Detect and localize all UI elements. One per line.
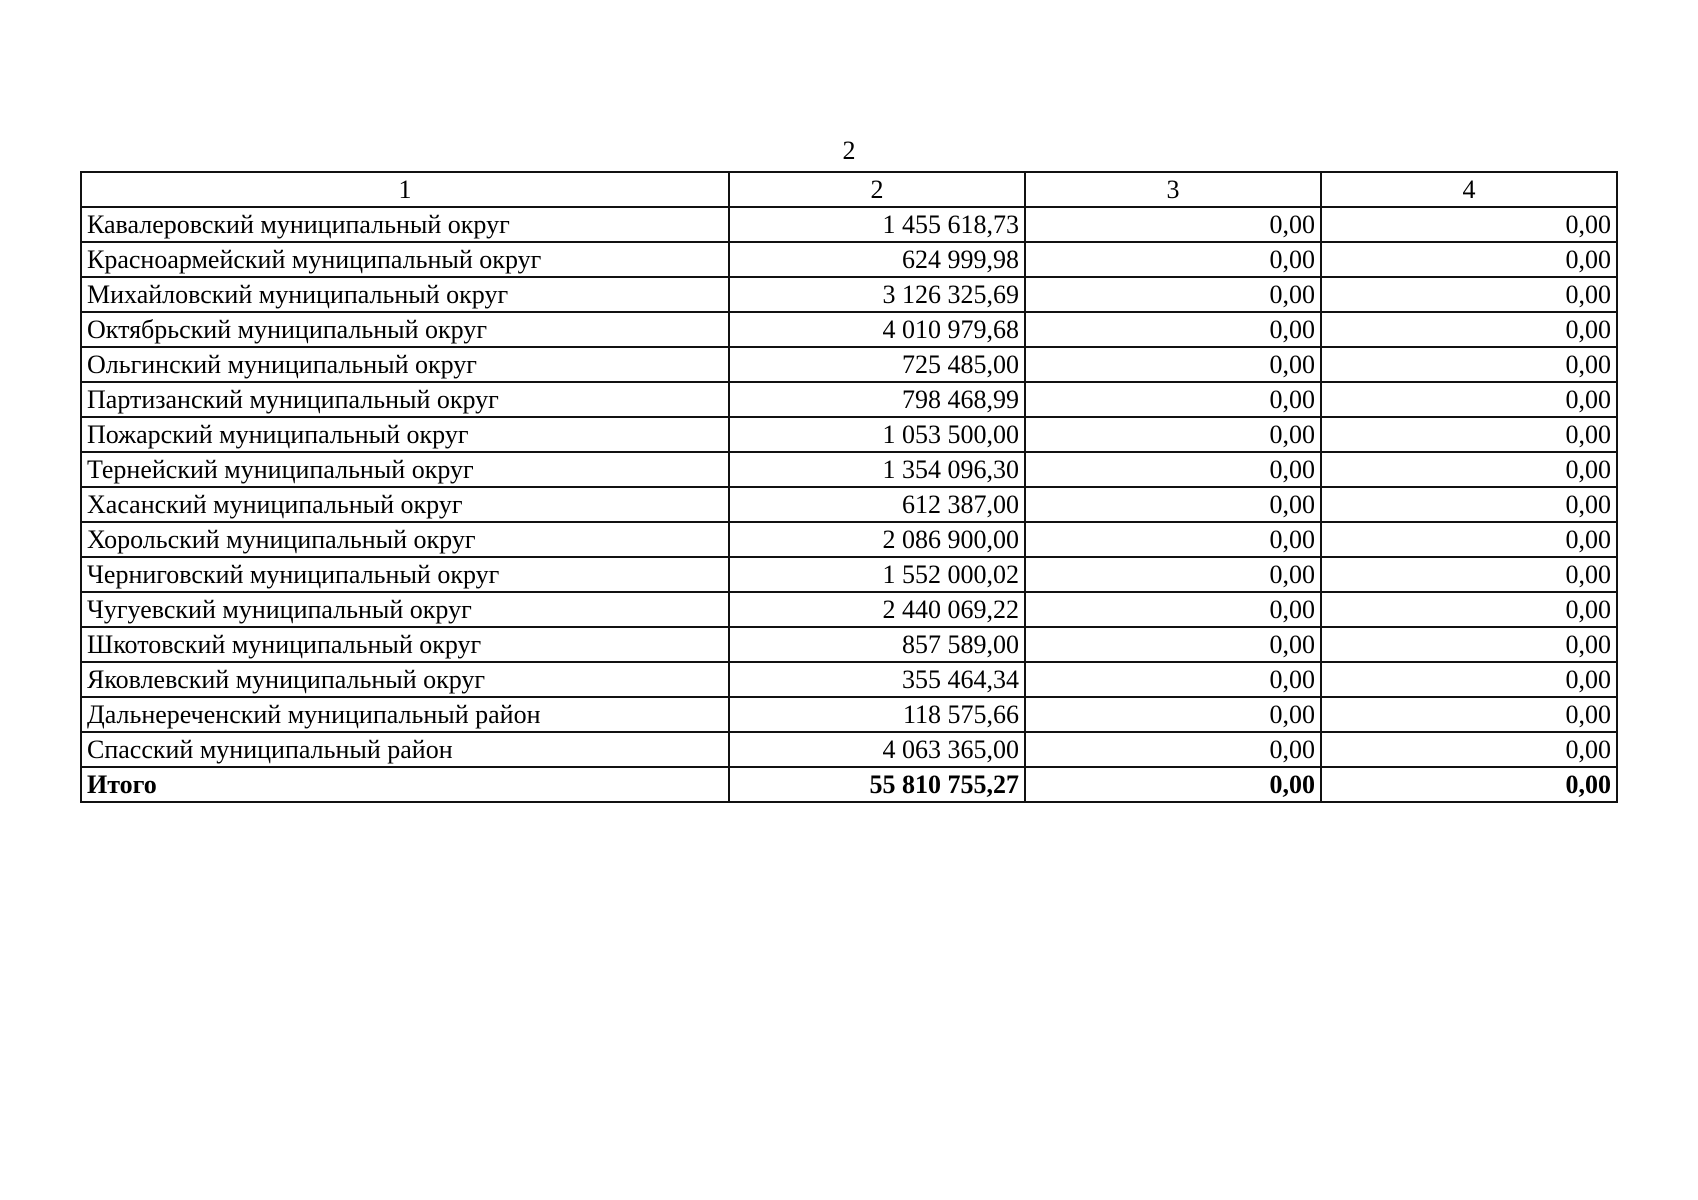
municipality-name-cell: Тернейский муниципальный округ [81,452,729,487]
municipality-name-cell: Спасский муниципальный район [81,732,729,767]
amount-cell: 0,00 [1025,452,1321,487]
amount-cell: 0,00 [1025,557,1321,592]
amount-cell: 0,00 [1321,312,1617,347]
amount-cell: 624 999,98 [729,242,1025,277]
amount-cell: 4 063 365,00 [729,732,1025,767]
amount-cell: 0,00 [1025,662,1321,697]
table-row [81,312,1617,347]
table-row [81,697,1617,732]
amount-cell: 1 053 500,00 [729,417,1025,452]
amount-cell: 0,00 [1321,207,1617,242]
amount-cell: 0,00 [1321,557,1617,592]
municipality-name-cell: Черниговский муниципальный округ [81,557,729,592]
amount-cell: 1 354 096,30 [729,452,1025,487]
amount-cell: 4 010 979,68 [729,312,1025,347]
column-header: 2 [729,172,1025,207]
amount-cell: 0,00 [1321,627,1617,662]
amount-cell: 0,00 [1025,417,1321,452]
municipality-name-cell: Октябрьский муниципальный округ [81,312,729,347]
table-row [81,487,1617,522]
table-row [81,452,1617,487]
municipality-name-cell: Красноармейский муниципальный округ [81,242,729,277]
amount-cell: 2 440 069,22 [729,592,1025,627]
data-table [80,171,1618,803]
table-row [81,627,1617,662]
amount-cell: 0,00 [1025,732,1321,767]
amount-cell: 0,00 [1025,312,1321,347]
amount-cell: 0,00 [1025,522,1321,557]
amount-cell: 0,00 [1321,277,1617,312]
amount-cell: 725 485,00 [729,347,1025,382]
municipality-name-cell: Ольгинский муниципальный округ [81,347,729,382]
amount-cell: 0,00 [1025,487,1321,522]
amount-cell: 0,00 [1321,242,1617,277]
amount-cell: 0,00 [1025,697,1321,732]
amount-cell: 0,00 [1321,662,1617,697]
total-row [81,767,1617,802]
amount-cell: 0,00 [1025,382,1321,417]
municipality-name-cell: Шкотовский муниципальный округ [81,627,729,662]
amount-cell: 0,00 [1025,277,1321,312]
amount-cell: 0,00 [1321,697,1617,732]
amount-cell: 355 464,34 [729,662,1025,697]
amount-cell: 0,00 [1321,487,1617,522]
municipality-name-cell: Хасанский муниципальный округ [81,487,729,522]
amount-cell: 3 126 325,69 [729,277,1025,312]
table-row [81,732,1617,767]
table-row [81,522,1617,557]
header-row [81,172,1617,207]
amount-cell: 1 455 618,73 [729,207,1025,242]
page-number: 2 [842,136,856,165]
amount-cell: 0,00 [1321,732,1617,767]
total-label: Итого [81,767,729,802]
amount-cell: 0,00 [1321,452,1617,487]
amount-cell: 0,00 [1025,627,1321,662]
municipality-name-cell: Чугуевский муниципальный округ [81,592,729,627]
amount-cell: 857 589,00 [729,627,1025,662]
amount-cell: 0,00 [1025,592,1321,627]
amount-cell: 0,00 [1025,347,1321,382]
table-row [81,277,1617,312]
total-amount-cell: 0,00 [1321,767,1617,802]
total-amount-cell: 55 810 755,27 [729,767,1025,802]
total-amount-cell: 0,00 [1025,767,1321,802]
amount-cell: 0,00 [1321,347,1617,382]
municipality-name-cell: Яковлевский муниципальный округ [81,662,729,697]
municipality-name-cell: Пожарский муниципальный округ [81,417,729,452]
amount-cell: 2 086 900,00 [729,522,1025,557]
table-row [81,382,1617,417]
table-body [81,207,1617,802]
table-row [81,417,1617,452]
amount-cell: 798 468,99 [729,382,1025,417]
amount-cell: 0,00 [1321,522,1617,557]
municipality-name-cell: Кавалеровский муниципальный округ [81,207,729,242]
amount-cell: 0,00 [1321,382,1617,417]
municipality-name-cell: Партизанский муниципальный округ [81,382,729,417]
table-row [81,207,1617,242]
amount-cell: 0,00 [1025,242,1321,277]
table-row [81,592,1617,627]
table-row [81,347,1617,382]
municipality-name-cell: Дальнереченский муниципальный район [81,697,729,732]
amount-cell: 1 552 000,02 [729,557,1025,592]
table-row [81,242,1617,277]
amount-cell: 612 387,00 [729,487,1025,522]
amount-cell: 118 575,66 [729,697,1025,732]
table-row [81,557,1617,592]
column-header: 4 [1321,172,1617,207]
amount-cell: 0,00 [1321,417,1617,452]
amount-cell: 0,00 [1025,207,1321,242]
table-row [81,662,1617,697]
column-header: 3 [1025,172,1321,207]
municipality-name-cell: Михайловский муниципальный округ [81,277,729,312]
column-header: 1 [81,172,729,207]
municipality-name-cell: Хорольский муниципальный округ [81,522,729,557]
amount-cell: 0,00 [1321,592,1617,627]
